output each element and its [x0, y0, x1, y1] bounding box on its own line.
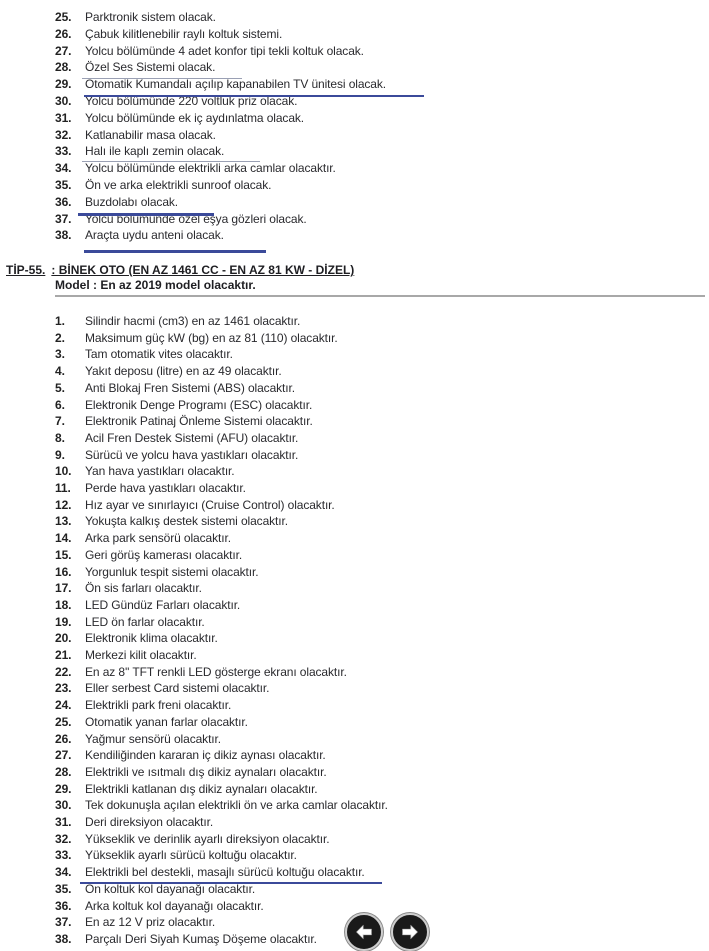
item-number: 25.: [55, 10, 72, 24]
item-text: Elektronik Patinaj Önleme Sistemi olacaktır.: [85, 414, 313, 429]
item-text: Otomatik yanan farlar olacaktır.: [85, 714, 248, 729]
item-number: 21.: [55, 648, 72, 662]
model-requirement: Model : En az 2019 model olacaktır.: [55, 278, 256, 292]
item-number: 32.: [55, 127, 72, 142]
item-text: Perde hava yastıkları olacaktır.: [85, 481, 246, 495]
item-number: 25.: [55, 714, 72, 729]
list-item: [55, 664, 347, 680]
item-text: Halı ile kaplı zemin olacak.: [85, 144, 225, 159]
item-text: Yan hava yastıkları olacaktır.: [85, 464, 235, 479]
underline-annotation: [82, 78, 242, 79]
list-item: [55, 227, 224, 243]
item-text: En az 8'' TFT renkli LED gösterge ekranı olacaktır.: [85, 664, 347, 679]
item-number: 38.: [55, 931, 72, 946]
item-number: 5.: [55, 380, 65, 395]
item-number: 35.: [55, 881, 72, 896]
list-item: [55, 363, 282, 379]
list-item: [55, 413, 313, 429]
item-number: 29.: [55, 781, 72, 796]
item-text: Elektrikli katlanan dış dikiz aynaları olacaktır.: [85, 781, 318, 796]
list-item: [55, 110, 304, 126]
item-text: Ön ve arka elektrikli sunroof olacak.: [85, 178, 272, 192]
item-number: 26.: [55, 731, 72, 746]
item-number: 36.: [55, 898, 72, 913]
list-item: [55, 864, 365, 880]
item-number: 33.: [55, 848, 72, 863]
section-divider: [55, 295, 705, 297]
list-item: [55, 346, 233, 362]
item-text: Parçalı Deri Siyah Kumaş Döşeme olacaktır.: [85, 931, 317, 946]
item-text: Buzdolabı olacak.: [85, 194, 179, 209]
item-number: 27.: [55, 43, 72, 58]
item-number: 2.: [55, 330, 65, 345]
item-text: Yolcu bölümünde ek iç aydınlatma olacak.: [85, 110, 305, 125]
item-text: Eller serbest Card sistemi olacaktır.: [85, 681, 270, 696]
list-item: [55, 614, 205, 630]
list-item: [55, 797, 388, 813]
item-number: 24.: [55, 698, 72, 713]
item-number: 32.: [55, 831, 72, 846]
list-item: [55, 177, 271, 193]
item-text: Yükseklik ve derinlik ayarlı direksiyon olacaktır.: [85, 831, 330, 846]
item-text: Elektrikli bel destekli, masajlı sürücü koltuğu olacaktır.: [85, 865, 365, 880]
underline-annotation: [84, 95, 424, 97]
list-item: [55, 847, 297, 863]
item-text: LED Gündüz Farları olacaktır.: [85, 597, 241, 612]
list-item: [55, 480, 246, 496]
item-number: 30.: [55, 798, 72, 813]
list-item: [55, 530, 231, 546]
item-text: Özel Ses Sistemi olacak.: [85, 60, 216, 75]
item-text: Otomatik Kumandalı açılıp kapanabilen TV ünitesi olacak.: [85, 77, 387, 92]
item-text: Elektronik klima olacaktır.: [85, 631, 218, 646]
list-item: [55, 931, 317, 947]
item-number: 37.: [55, 915, 72, 930]
list-item: [55, 898, 264, 914]
item-text: Elektrikli ve ısıtmalı dış dikiz aynaları olacaktır.: [85, 764, 327, 779]
item-number: 28.: [55, 60, 72, 75]
item-text: Yükseklik ayarlı sürücü koltuğu olacaktır.: [85, 848, 297, 863]
section-code: TİP-55.: [6, 263, 46, 277]
item-text: En az 12 V priz olacaktır.: [85, 915, 216, 930]
underline-annotation: [78, 213, 214, 216]
item-text: Parktronik sistem olacak.: [85, 10, 216, 24]
item-text: Ön koltuk kol dayanağı olacaktır.: [85, 881, 256, 896]
item-text: Araçta uydu anteni olacak.: [85, 228, 224, 243]
item-number: 38.: [55, 228, 72, 243]
item-text: Yolcu bölümünde 220 voltluk priz olacak.: [85, 94, 298, 108]
list-item: [55, 714, 248, 730]
item-number: 31.: [55, 815, 72, 829]
list-item: [55, 463, 235, 479]
item-number: 19.: [55, 614, 72, 629]
list-item: [55, 680, 269, 696]
item-text: Silindir hacmi (cm3) en az 1461 olacaktır.: [85, 314, 301, 328]
list-item: [55, 313, 300, 329]
item-number: 23.: [55, 681, 72, 696]
item-number: 28.: [55, 764, 72, 779]
section-header: [6, 263, 354, 277]
item-text: Çabuk kilitlenebilir raylı koltuk sistemi.: [85, 26, 283, 41]
list-item: [55, 143, 224, 159]
underline-annotation: [80, 882, 382, 884]
item-number: 15.: [55, 547, 72, 562]
list-item: [55, 430, 298, 446]
item-text: Tek dokunuşla açılan elektrikli ön ve arka camlar olacaktır.: [85, 798, 388, 813]
item-text: Katlanabilir masa olacak.: [85, 127, 216, 142]
list-item: [55, 26, 282, 42]
list-item: [55, 397, 312, 413]
item-text: Deri direksiyon olacaktır.: [85, 815, 214, 829]
underline-annotation: [82, 161, 260, 162]
list-item: [55, 497, 335, 513]
item-number: 9.: [55, 447, 65, 462]
list-item: [55, 380, 295, 396]
item-text: Maksimum güç kW (bg) en az 81 (110) olacaktır.: [85, 330, 338, 345]
item-text: Kendiliğinden kararan iç dikiz aynası olacaktır.: [85, 748, 326, 763]
item-number: 20.: [55, 631, 72, 646]
underline-annotation: [84, 250, 266, 253]
item-text: LED ön farlar olacaktır.: [85, 614, 205, 629]
item-number: 8.: [55, 430, 65, 445]
list-item: [55, 43, 364, 59]
item-number: 36.: [55, 194, 72, 209]
list-item: [55, 647, 197, 663]
item-number: 33.: [55, 144, 72, 159]
next-page-button[interactable]: [391, 913, 429, 951]
item-number: 6.: [55, 397, 65, 412]
list-item: [55, 597, 240, 613]
list-item: [55, 831, 329, 847]
item-text: Tam otomatik vites olacaktır.: [85, 347, 233, 362]
list-item: [55, 9, 216, 25]
item-number: 11.: [55, 481, 71, 495]
item-text: Arka koltuk kol dayanağı olacaktır.: [85, 898, 264, 913]
item-text: Yakıt deposu (litre) en az 49 olacaktır.: [85, 364, 282, 379]
list-item: [55, 160, 336, 176]
item-text: Sürücü ve yolcu hava yastıkları olacaktır.: [85, 447, 299, 462]
item-text: Yağmur sensörü olacaktır.: [85, 731, 222, 746]
item-number: 34.: [55, 161, 72, 176]
arrow-left-icon: [353, 921, 375, 943]
item-number: 26.: [55, 26, 72, 41]
item-text: Yolcu bölümünde 4 adet konfor tipi tekli koltuk olacak.: [85, 43, 364, 58]
item-text: Merkezi kilit olacaktır.: [85, 648, 197, 662]
item-text: Arka park sensörü olacaktır.: [85, 531, 231, 546]
item-number: 29.: [55, 77, 72, 92]
list-item: [55, 59, 215, 75]
item-text: Ön sis farları olacaktır.: [85, 581, 202, 596]
item-text: Hız ayar ve sınırlayıcı (Cruise Control) olacaktır.: [85, 497, 335, 512]
item-number: 31.: [55, 110, 72, 125]
arrow-right-icon: [399, 921, 421, 943]
list-item: [55, 914, 215, 930]
list-item: [55, 580, 202, 596]
item-text: Acil Fren Destek Sistemi (AFU) olacaktır.: [85, 430, 299, 445]
item-text: Yolcu bölümünde özel eşya gözleri olacak.: [85, 211, 307, 226]
item-number: 14.: [55, 531, 72, 546]
item-text: Elektrikli park freni olacaktır.: [85, 698, 232, 713]
list-item: [55, 781, 318, 797]
item-number: 30.: [55, 94, 72, 108]
item-number: 17.: [55, 581, 72, 596]
list-item: [55, 564, 258, 580]
item-text: Geri görüş kamerası olacaktır.: [85, 547, 243, 562]
item-text: Yorgunluk tespit sistemi olacaktır.: [85, 564, 259, 579]
item-text: Yolcu bölümünde elektrikli arka camlar olacaktır.: [85, 161, 336, 176]
item-number: 3.: [55, 347, 65, 362]
list-item: [55, 547, 242, 563]
item-text: Elektronik Denge Programı (ESC) olacaktır.: [85, 397, 313, 412]
list-item: [55, 697, 231, 713]
list-item: [55, 330, 338, 346]
item-number: 16.: [55, 564, 72, 579]
item-number: 27.: [55, 748, 72, 763]
item-number: 22.: [55, 664, 72, 679]
list-item: [55, 747, 326, 763]
item-text: Yokuşta kalkış destek sistemi olacaktır.: [85, 514, 288, 529]
list-item: [55, 194, 178, 210]
item-number: 1.: [55, 314, 65, 328]
item-number: 34.: [55, 865, 72, 880]
section-title: : BİNEK OTO (EN AZ 1461 CC - EN AZ 81 KW - DİZEL): [51, 263, 355, 277]
list-item: [55, 447, 298, 463]
list-item: [55, 513, 288, 529]
item-text: Anti Blokaj Fren Sistemi (ABS) olacaktır.: [85, 380, 295, 395]
item-number: 10.: [55, 464, 72, 479]
item-number: 18.: [55, 597, 72, 612]
item-number: 12.: [55, 497, 72, 512]
item-number: 13.: [55, 514, 72, 529]
item-number: 35.: [55, 178, 72, 192]
list-item: [55, 814, 213, 830]
item-number: 4.: [55, 364, 65, 379]
item-number: 37.: [55, 211, 72, 226]
item-number: 7.: [55, 414, 65, 429]
list-item: [55, 764, 327, 780]
list-item: [55, 127, 216, 143]
list-item: [55, 731, 221, 747]
previous-page-button[interactable]: [345, 913, 383, 951]
list-item: [55, 630, 218, 646]
